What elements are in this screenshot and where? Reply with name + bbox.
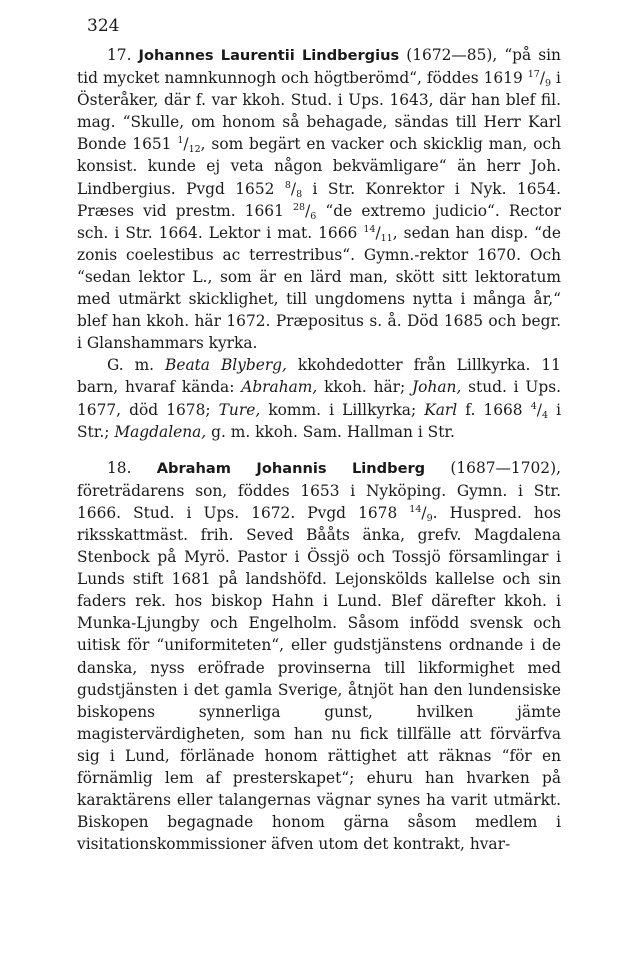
- family-text: i Str.;: [77, 400, 562, 441]
- fraction-denominator: 8: [296, 188, 303, 200]
- fraction-denominator: 11: [380, 232, 393, 244]
- child-name: Magdalena,: [114, 422, 207, 441]
- page-number: 324: [87, 16, 120, 36]
- fraction-denominator: 9: [426, 512, 433, 524]
- child-name: Karl: [424, 400, 458, 419]
- fraction-numerator: 1: [177, 135, 184, 147]
- entry-17-text: “de extremo judicio“. Rector sch. i Str. 1664. Lektor i mat. 1666: [77, 201, 561, 242]
- fraction-numerator: 4: [530, 400, 537, 412]
- fraction-numerator: 14: [409, 503, 422, 515]
- entry-separator: [77, 443, 561, 457]
- family-text: g. m. kkoh. Sam. Hallman i Str.: [206, 422, 455, 441]
- fraction-numerator: 8: [284, 179, 291, 191]
- entry-17-text: i Str. Konrektor i Nyk. 1654. Præses vid prestm. 1661: [77, 179, 561, 220]
- entry-17-text: i Österåker, där f. var kkoh. Stud. i Ups. 1643, där han blef fil. mag. “Skulle, om honom så behagade, sändas till Herr Karl Bonde 1651: [77, 69, 561, 154]
- family-text: kkohdedotter från Lillkyrka. 11 barn, hvaraf kända:: [77, 356, 561, 397]
- entry-18-text: . Huspred. hos riksskattmäst. frih. Seved Bååts änka, grefv. Magdalena Stenbock på Myrö. Pastor i Össjö och Tossjö församlingar i Lunds stift 1681 på landshöfd. Lejonskölds kallelse och sin faders rek. hos biskop Hahn i Lund. Blef därefter kkoh. i Munka-Ljungby och Engelholm. Såsom infödd svensk och uitisk för “uniformiteten“, eller gudstjänstens ordnande i de danska, nyss eröfrade provinserna till likformighet med gudstjänsten i det gamla Sverige, åtnjöt han den lundensiske biskopens synnerliga gunst, hvilken jämte magistervärdigheten, som han nu fick tillfälle att förvärfva sig i Lund, förlänade honom rättighet att räknas “för en förnämlig lem af presterskapet“; ehuru han hvarken på karaktärens eller talangernas vägnar synes ha varit utmärkt. Biskopen begagnade honom gärna såsom medlem i visitationskommissioner äfven utom det kontrakt, hvar-: [77, 503, 561, 854]
- entry-18-paragraph: 18. Abraham Johannis Lindberg (1687—1702), företrädarens son, föddes 1653 i Nyköping. Gymn. i Str. 1666. Stud. i Ups. 1672. Pvgd 1678 $^{14}/_9$. Huspred. hos riksskattmäst. frih. Seved Bååts änka, grefv. Magdalena Stenbock på Myrö. Pastor i Össjö och Tossjö församlingar i Lunds stift 1681 på landshöfd. Lejonskölds kallelse och sin faders rek. hos biskop Hahn i Lund. Blef därefter kkoh. i Munka-Ljungby och Engelholm. Såsom infödd svensk och uitisk för “uniformiteten“, eller gudstjänstens ordnande i de danska, nyss eröfrade provinserna till likformighet med gudstjänsten i det gamla Sverige, åtnjöt han den lundensiske biskopens synnerliga gunst, hvilken jämte magistervärdigheten, som han nu fick tillfälle att förvärfva sig i Lund, förlänade honom rättighet att räknas “för en förnämlig lem af presterskapet“; ehuru han hvarken på karaktärens eller talangernas vägnar synes ha varit utmärkt. Biskopen begagnade honom gärna såsom medlem i visitationskommissioner äfven utom det kontrakt, hvar-: [77, 458, 561, 854]
- entry-17-number: 17.: [107, 46, 132, 64]
- family-text: komm. i Lillkyrka;: [260, 400, 425, 419]
- child-name: Abraham,: [241, 378, 318, 397]
- entry-18-number: 18.: [107, 458, 132, 477]
- family-text: G. m.: [107, 356, 166, 375]
- fraction-denominator: 9: [545, 78, 552, 90]
- family-text: kkoh. här;: [317, 378, 413, 397]
- fraction-denominator: 12: [188, 144, 201, 156]
- fraction-denominator: 4: [541, 409, 548, 421]
- family-text: f. 1668: [457, 400, 531, 419]
- child-name: Johan,: [412, 378, 462, 397]
- family-text: stud. i Ups. 1677, död 1678;: [77, 378, 562, 419]
- fraction-numerator: 14: [363, 223, 376, 235]
- entry-18-text: (1687—1702), företrädarens son, föddes 1653 i Nyköping. Gymn. i Str. 1666. Stud. i Ups. 1672. Pvgd 1678: [77, 458, 561, 522]
- entry-17-paragraph: 17. Johannes Laurentii Lindbergius (1672—85), “på sin tid mycket namnkunnogh och högtberömd“, föddes 1619 $^{17}/_9$ i Österåker, där f. var kkoh. Stud. i Ups. 1643, där han blef fil. mag. “Skulle, om honom så behagade, sändas till Herr Karl Bonde 1651 $^1/_{12}$, som begärt en vacker och skicklig man, och konsist. kunde ej veta någon bekvämligare“ än herr Joh. Lindbergius. Pvgd 1652 $^8/_8$ i Str. Konrektor i Nyk. 1654. Præses vid prestm. 1661 $^{28}/_6$ “de extremo judicio“. Rector sch. i Str. 1664. Lektor i mat. 1666 $^{14}/_{11}$, sedan han disp. “de zonis coelestibus ac terrestribus“. Gymn.-rektor 1670. Och “sedan lektor L., som är en lärd man, skött sitt lektoratum med utmärkt skicklighet, till ungdomens nytta i många år,“ blef han kkoh. här 1672. Præpositus s. å. Död 1685 och begr. i Glanshammars kyrka.: [77, 46, 561, 353]
- page-content: [77, 14, 561, 855]
- entry-17-text: (1672—85), “på sin tid mycket namnkunnogh och högtberömd“, föddes 1619: [77, 46, 561, 88]
- fraction-denominator: 6: [310, 210, 317, 222]
- wife-name: Beata Blyberg,: [165, 356, 287, 375]
- fraction-numerator: 17: [527, 69, 540, 81]
- entry-17-text: , som begärt en vacker och skicklig man, och konsist. kunde ej veta någon bekvämligare“ än herr Joh. Lindbergius. Pvgd 1652: [77, 135, 561, 198]
- child-name: Ture,: [218, 400, 261, 419]
- entry-17-family-paragraph: G. m. Beata Blyberg, kkohdedotter från Lillkyrka. 11 barn, hvaraf kända: Abraham, kkoh. här; Johan, stud. i Ups. 1677, död 1678; Ture, komm. i Lillkyrka; Karl f. 1668 $^4/_4$ i Str.; Magdalena, g. m. kkoh. Sam. Hallman i Str.: [77, 356, 562, 441]
- fraction-numerator: 28: [293, 201, 306, 213]
- entry-17-text: , sedan han disp. “de zonis coelestibus ac terrestribus“. Gymn.-rektor 1670. Och “sedan lektor L., som är en lärd man, skött sitt lektoratum med utmärkt skicklighet, till ungdomens nytta i många år,“ blef han kkoh. här 1672. Præpositus s. å. Död 1685 och begr. i Glanshammars kyrka.: [77, 223, 561, 353]
- entry-18-name: Abraham Johannis Lindberg: [156, 459, 426, 477]
- entry-17-name: Johannes Laurentii Lindbergius: [138, 47, 400, 64]
